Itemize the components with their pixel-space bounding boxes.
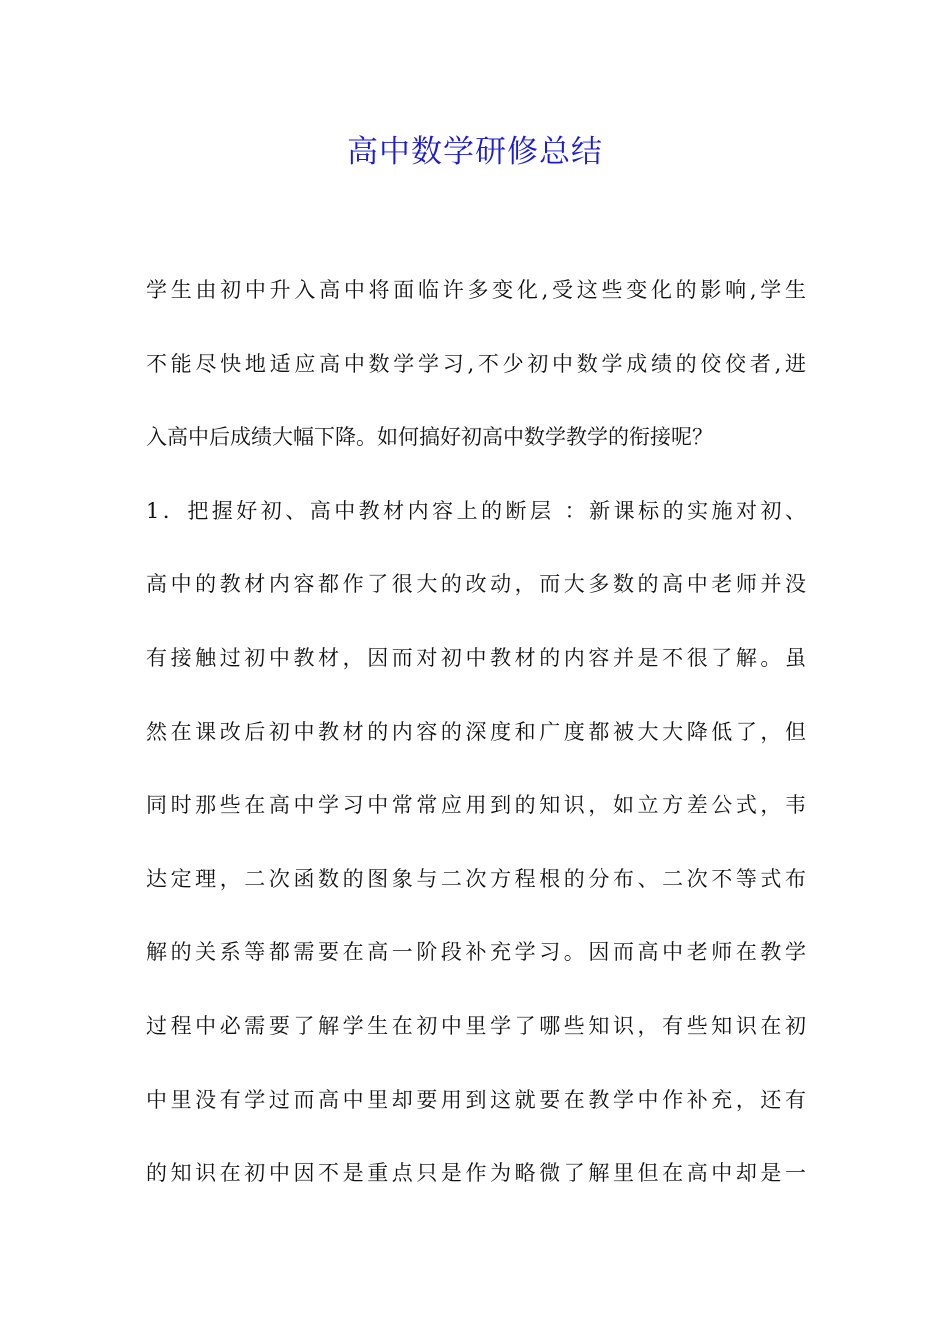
body-line: 过程中必需要了解学生在初中里学了哪些知识，有些知识在初 bbox=[146, 1013, 806, 1038]
body-line: 然在课改后初中教材的内容的深度和广度都被大大降低了，但 bbox=[146, 719, 806, 744]
body-line: 有接触过初中教材，因而对初中教材的内容并是不很了解。虽 bbox=[146, 645, 806, 670]
document-title: 高中数学研修总结 bbox=[347, 134, 603, 170]
body-line: 1．把握好初、高中教材内容上的断层 ：新课标的实施对初、 bbox=[146, 498, 806, 523]
body-line: 高中的教材内容都作了很大的改动，而大多数的高中老师并没 bbox=[146, 572, 806, 597]
body-line: 不能尽快地适应高中数学学习,不少初中数学成绩的佼佼者,进 bbox=[146, 351, 806, 376]
body-line: 学生由初中升入高中将面临许多变化,受这些变化的影响,学生 bbox=[146, 278, 806, 302]
body-line: 中里没有学过而高中里却要用到这就要在教学中作补充，还有 bbox=[146, 1087, 806, 1112]
body-line: 同时那些在高中学习中常常应用到的知识，如立方差公式，韦 bbox=[146, 793, 806, 818]
body-line: 入高中后成绩大幅下降。如何搞好初高中数学教学的衔接呢？ bbox=[146, 425, 713, 450]
body-line: 达定理，二次函数的图象与二次方程根的分布、二次不等式布 bbox=[146, 866, 806, 891]
body-line: 的知识在初中因不是重点只是作为略微了解里但在高中却是一 bbox=[146, 1161, 806, 1186]
document-body bbox=[146, 266, 806, 1223]
body-line: 解的关系等都需要在高一阶段补充学习。因而高中老师在教学 bbox=[146, 940, 806, 965]
